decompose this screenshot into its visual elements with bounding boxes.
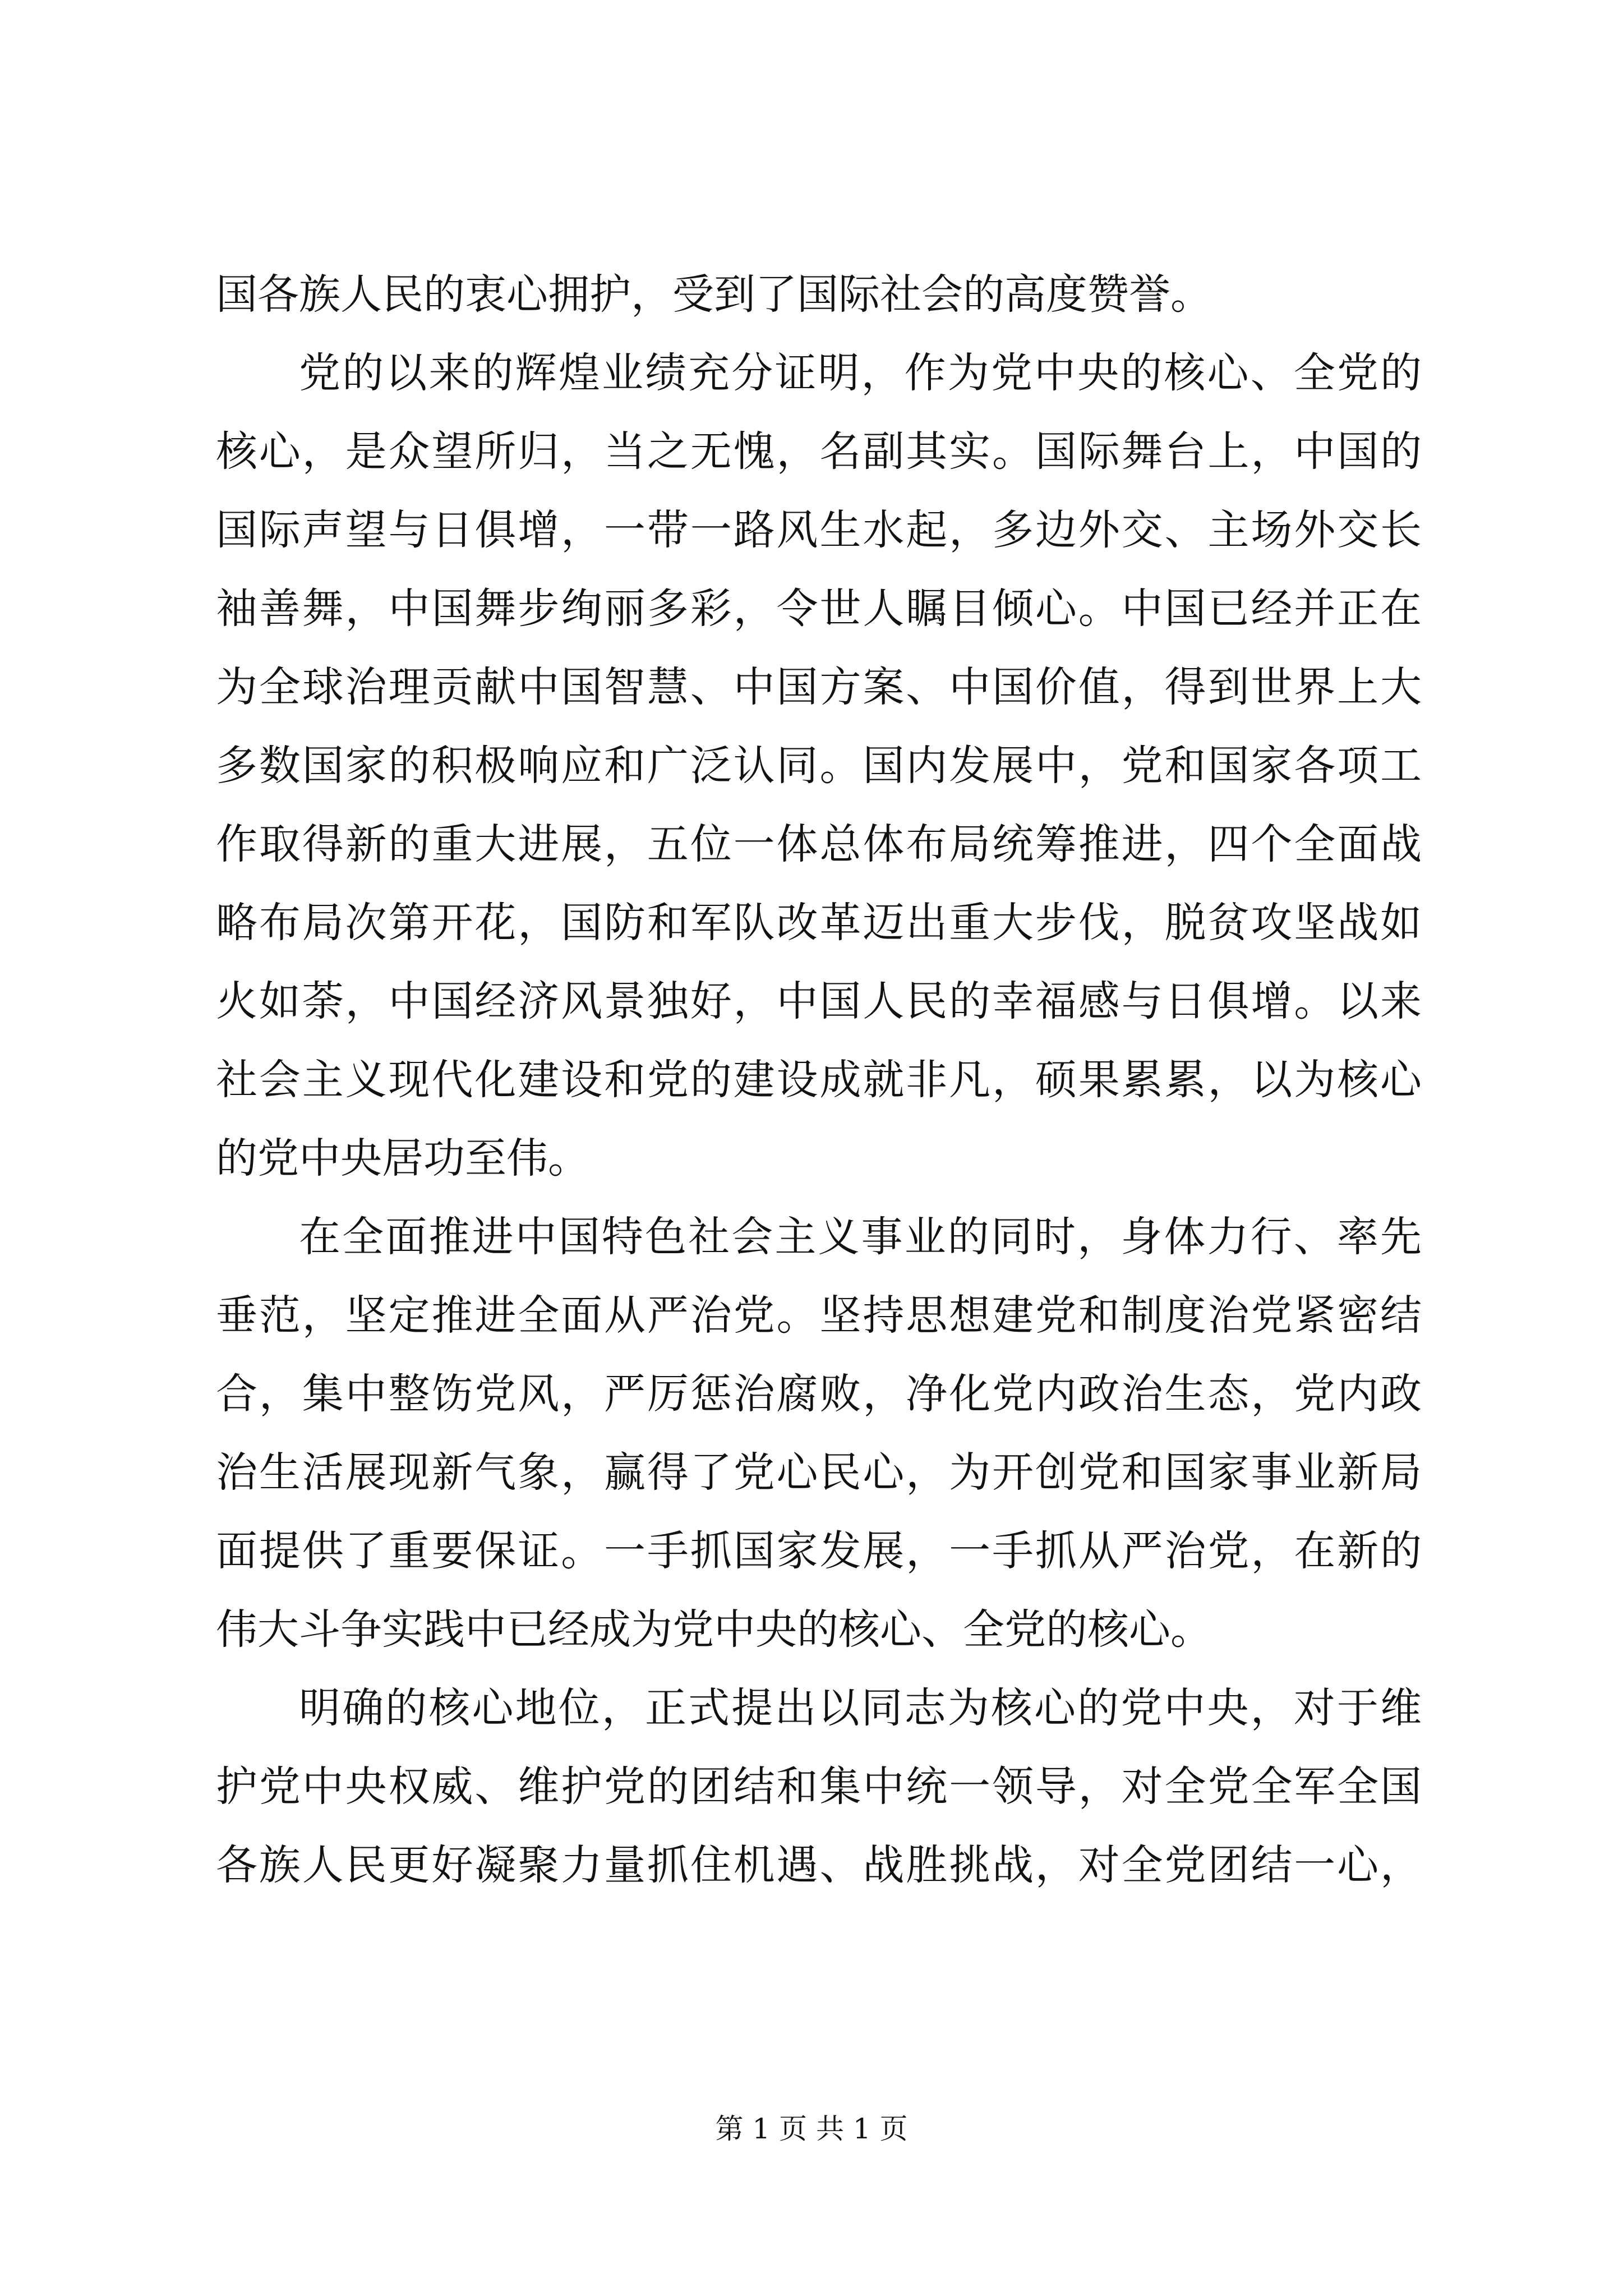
- text-line: 垂范，坚定推进全面从严治党。坚持思想建党和制度治党紧密结: [216, 1291, 1422, 1340]
- text-line: 国各族人民的衷心拥护，受到了国际社会的高度赞誉。: [216, 270, 1212, 319]
- text-line: 国际声望与日俱增，一带一路风生水起，多边外交、主场外交长: [216, 506, 1422, 554]
- text-line: 伟大斗争实践中已经成为党中央的核心、全党的核心。: [216, 1605, 1212, 1654]
- text-line: 社会主义现代化建设和党的建设成就非凡，硕果累累，以为核心: [216, 1056, 1422, 1104]
- text-line: 多数国家的积极响应和广泛认同。国内发展中，党和国家各项工: [216, 742, 1422, 790]
- text-line: 合，集中整饬党风，严厉惩治腐败，净化党内政治生态，党内政: [216, 1370, 1422, 1418]
- text-line: 袖善舞，中国舞步绚丽多彩，令世人瞩目倾心。中国已经并正在: [216, 585, 1422, 633]
- page-footer: [0, 2109, 1623, 2148]
- paragraph-first-line: 明确的核心地位，正式提出以同志为核心的党中央，对于维: [299, 1684, 1422, 1732]
- text-line: 各族人民更好凝聚力量抓住机遇、战胜挑战，对全党团结一心，: [216, 1841, 1422, 1889]
- paragraph-first-line: 在全面推进中国特色社会主义事业的同时，身体力行、率先: [299, 1213, 1422, 1261]
- text-line: 治生活展现新气象，赢得了党心民心，为开创党和国家事业新局: [216, 1448, 1422, 1497]
- text-line: 作取得新的重大进展，五位一体总体布局统筹推进，四个全面战: [216, 820, 1422, 868]
- text-line: 为全球治理贡献中国智慧、中国方案、中国价值，得到世界上大: [216, 663, 1422, 711]
- body-text: [216, 255, 1422, 1904]
- text-line: 核心，是众望所归，当之无愧，名副其实。国际舞台上，中国的: [216, 427, 1422, 476]
- text-line: 面提供了重要保证。一手抓国家发展，一手抓从严治党，在新的: [216, 1527, 1422, 1575]
- page-number-label: 第 1 页 共 1 页: [715, 2113, 908, 2145]
- paragraph-first-line: 党的以来的辉煌业绩充分证明，作为党中央的核心、全党的: [299, 349, 1422, 397]
- text-line: 略布局次第开花，国防和军队改革迈出重大步伐，脱贫攻坚战如: [216, 899, 1422, 947]
- text-line: 火如荼，中国经济风景独好，中国人民的幸福感与日俱增。以来: [216, 977, 1422, 1025]
- text-line: 的党中央居功至伟。: [216, 1134, 589, 1182]
- text-line: 护党中央权威、维护党的团结和集中统一领导，对全党全军全国: [216, 1763, 1422, 1811]
